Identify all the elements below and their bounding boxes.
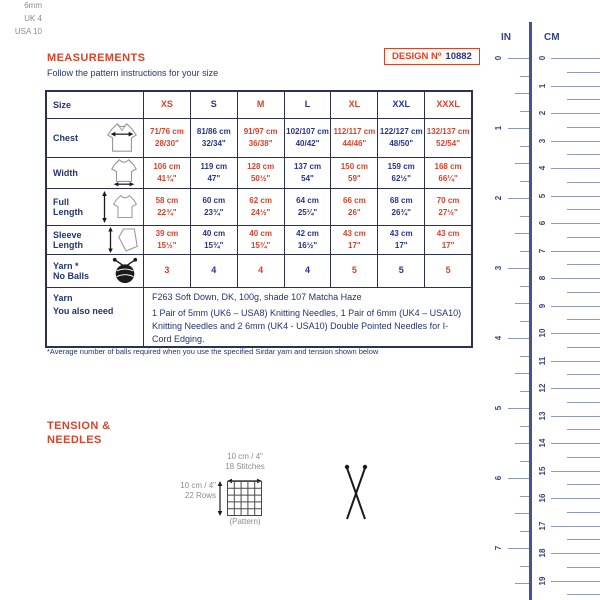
ruler-tick-quarter-inch <box>520 426 529 427</box>
full-xxl-cm: 68 cm <box>389 196 413 206</box>
ruler-tick-half-cm <box>567 594 600 595</box>
ruler-number: 4 <box>538 165 547 171</box>
ruler-number: 19 <box>538 576 547 585</box>
ruler-tick-quarter-inch <box>520 286 529 287</box>
balls-xl: 5 <box>351 265 357 276</box>
ruler-number: 18 <box>538 548 547 558</box>
ruler-tick-quarter-inch <box>520 111 529 112</box>
ruler-tick-cm <box>551 141 600 142</box>
yarn-label-1: Yarn * <box>53 261 79 271</box>
tension-left-label-2: 22 Rows <box>184 491 216 501</box>
table-row-yarn-balls <box>47 254 471 287</box>
width-label: Width <box>53 168 78 178</box>
yarn-info-text: F263 Soft Down, DK, 100g, shade 107 Matcha Haze <box>152 292 362 302</box>
ruler-number: 1 <box>538 83 547 88</box>
ruler-number: 13 <box>538 411 547 420</box>
tension-heading-line1: TENSION & <box>47 420 111 432</box>
ruler-tick-half-cm <box>567 429 600 430</box>
width-xl-cm: 150 cm <box>340 162 368 172</box>
width-xxl-in: 62½" <box>391 174 411 183</box>
ruler-number: 5 <box>494 405 503 411</box>
ruler-tick-half-cm <box>567 182 600 183</box>
ruler-tick-inch <box>508 58 529 59</box>
table-row-full-length <box>47 188 471 225</box>
width-xxxl-cm: 168 cm <box>434 162 462 172</box>
chest-xl-cm: 112/117 cm <box>333 127 376 137</box>
tension-heading <box>47 420 111 448</box>
ruler-inches-header: IN <box>501 32 511 43</box>
tension-top-label <box>204 452 286 473</box>
ruler-number: 15 <box>538 466 547 475</box>
ruler-tick-quarter-inch <box>520 356 529 357</box>
full-s-in: 23¾" <box>204 208 224 217</box>
ruler-tick-half-inch <box>515 163 529 164</box>
also-need-label: You also need <box>53 306 114 316</box>
ruler-tick-half-cm <box>567 99 600 100</box>
full-m-cm: 62 cm <box>249 196 272 206</box>
ruler-tick-cm <box>551 113 600 114</box>
ruler-tick-half-cm <box>567 319 600 320</box>
ruler-tick-quarter-inch <box>520 391 529 392</box>
chest-xs-cm: 71/76 cm <box>150 127 184 137</box>
ruler-tick-quarter-inch <box>520 251 529 252</box>
ruler-tick-half-inch <box>515 93 529 94</box>
chest-xxl-in: 48/50" <box>389 139 414 148</box>
ruler-tick-half-inch <box>515 583 529 584</box>
ruler-tick-quarter-inch <box>520 181 529 182</box>
ruler-divider <box>529 22 532 600</box>
full-xxxl-in: 27½" <box>438 208 458 217</box>
size-xxl: XXL <box>378 92 425 118</box>
ruler-tick-inch <box>508 198 529 199</box>
ruler-number: 3 <box>538 138 547 143</box>
ruler-number: 11 <box>538 356 547 365</box>
ruler-tick-half-cm <box>567 457 600 458</box>
ruler-tick-quarter-inch <box>520 461 529 462</box>
ruler-cm-header: CM <box>544 32 560 43</box>
size-s: S <box>191 92 238 118</box>
sleeve-l-in: 16½" <box>297 241 318 250</box>
ruler-tick-quarter-inch <box>520 496 529 497</box>
ruler-tick-inch <box>508 548 529 549</box>
ruler-tick-inch <box>508 268 529 269</box>
chest-xs-in: 28/30" <box>155 139 179 148</box>
sleeve-m-cm: 40 cm <box>249 229 272 239</box>
ruler-tick-inch <box>508 408 529 409</box>
vertical-arrow-icon <box>216 481 224 521</box>
chest-xxl-cm: 122/127 cm <box>379 127 423 137</box>
tension-left-label-1: 10 cm / 4" <box>180 481 216 490</box>
size-xl: XL <box>331 92 378 118</box>
ruler-tick-half-cm <box>567 292 600 293</box>
tension-top-label-1: 10 cm / 4" <box>227 452 263 461</box>
full-xl-cm: 66 cm <box>343 196 366 206</box>
ruler-tick-cm <box>551 196 600 197</box>
ruler-number: 2 <box>538 110 547 116</box>
full-xl-in: 26" <box>348 208 361 217</box>
full-length-icon <box>100 191 139 223</box>
ruler-tick-cm <box>551 333 600 334</box>
measurements-table <box>45 90 473 348</box>
ruler-number: 3 <box>494 265 503 271</box>
needle-size-mm: 6mm <box>24 1 42 10</box>
tension-pattern-label: (Pattern) <box>229 517 261 526</box>
table-row-yarn-info <box>47 287 471 346</box>
balls-xxl: 5 <box>398 265 404 276</box>
table-row-width <box>47 157 471 188</box>
sleeve-xs-in: 15½" <box>157 241 177 250</box>
chest-s-in: 32/34" <box>201 139 226 148</box>
ruler-tick-inch <box>508 128 529 129</box>
chest-m-in: 36/38" <box>248 139 273 148</box>
full-l-cm: 64 cm <box>296 196 319 206</box>
ruler-tick-half-cm <box>567 567 600 568</box>
width-m-cm: 128 cm <box>247 162 275 172</box>
tension-left-label <box>158 481 216 502</box>
chest-label: Chest <box>53 133 79 143</box>
full-length-label-2: Length <box>53 207 83 217</box>
page-title: MEASUREMENTS <box>47 52 146 64</box>
width-l-cm: 137 cm <box>293 162 322 172</box>
ruler-tick-half-inch <box>515 443 529 444</box>
yarn-ball-icon <box>111 256 139 286</box>
ruler-tick-half-inch <box>515 233 529 234</box>
ruler-tick-half-cm <box>567 127 600 128</box>
ruler-number: 4 <box>494 335 503 341</box>
ruler-number: 16 <box>538 493 547 503</box>
sleeve-xxxl-cm: 43 cm <box>436 229 460 239</box>
needle-size-labels <box>0 0 42 38</box>
ruler-tick-cm <box>551 278 600 279</box>
chest-xxxl-in: 52/54" <box>436 139 460 148</box>
ruler-tick-cm <box>551 388 600 389</box>
ruler-tick-cm <box>551 306 600 307</box>
width-xs-cm: 106 cm <box>153 162 181 172</box>
ruler-tick-cm <box>551 86 600 87</box>
ruler-tick-cm <box>551 416 600 417</box>
ruler-tick-quarter-inch <box>520 216 529 217</box>
width-s-in: 47" <box>207 174 221 183</box>
footnote: *Average number of balls required when you use the specified Sirdar yarn and tension shown below <box>47 347 379 356</box>
width-xxl-cm: 159 cm <box>387 162 415 172</box>
chest-icon <box>105 120 139 156</box>
width-m-in: 50½" <box>250 174 271 183</box>
ruler-tick-cm <box>551 168 600 169</box>
yarn-info-label: Yarn <box>53 293 73 303</box>
ruler-tick-cm <box>551 58 600 59</box>
sleeve-xxxl-in: 17" <box>441 241 455 250</box>
size-xs: XS <box>144 92 191 118</box>
ruler-tick-half-cm <box>567 209 600 210</box>
ruler-tick-cm <box>551 251 600 252</box>
width-xxxl-in: 66¼" <box>438 174 458 183</box>
full-xxxl-cm: 70 cm <box>436 196 460 206</box>
ruler-tick-cm <box>551 581 600 582</box>
ruler-number: 12 <box>538 383 547 393</box>
sleeve-xl-in: 17" <box>348 241 361 250</box>
sleeve-xs-cm: 39 cm <box>155 229 179 239</box>
crossed-needles-icon <box>343 461 369 528</box>
sleeve-length-icon <box>106 227 139 253</box>
table-row-size <box>47 92 471 118</box>
also-need-text: 1 Pair of 5mm (UK6 – USA8) Knitting Needles, 1 Pair of 6mm (UK4 – USA10) Knitting Needles and 2 6mm (UK4 - USA10) Double Pointed Needles for I-Cord Edging. <box>152 308 462 345</box>
balls-xxxl: 5 <box>445 265 451 276</box>
full-s-cm: 60 cm <box>202 196 226 206</box>
ruler-tick-cm <box>551 223 600 224</box>
ruler-tick-half-cm <box>567 72 600 73</box>
size-header-cell: Size <box>47 92 144 118</box>
full-xs-in: 22¾" <box>157 208 177 217</box>
ruler-tick-cm <box>551 526 600 527</box>
table-row-sleeve-length <box>47 225 471 254</box>
size-m: M <box>238 92 285 118</box>
balls-m: 4 <box>258 265 264 276</box>
chest-l-cm: 102/107 cm <box>286 127 329 137</box>
width-xs-in: 41¾" <box>157 174 177 183</box>
ruler-tick-cm <box>551 471 600 472</box>
design-number: 10882 <box>445 51 472 62</box>
width-l-in: 54" <box>301 174 314 183</box>
chest-xl-in: 44/46" <box>342 139 367 148</box>
sleeve-m-in: 15¾" <box>250 241 271 250</box>
ruler-tick-half-cm <box>567 237 600 238</box>
ruler-tick-half-cm <box>567 374 600 375</box>
sleeve-xl-cm: 43 cm <box>343 229 366 239</box>
full-l-in: 25¼" <box>297 208 318 217</box>
design-number-box <box>384 48 480 65</box>
needle-size-usa: USA 10 <box>14 26 42 36</box>
ruler-number: 8 <box>538 275 547 281</box>
ruler-number: 0 <box>538 55 547 61</box>
ruler-tick-inch <box>508 338 529 339</box>
ruler-tick-cm <box>551 498 600 499</box>
ruler-tick-half-inch <box>515 373 529 374</box>
ruler-tick-cm <box>551 361 600 362</box>
ruler-tick-half-cm <box>567 539 600 540</box>
ruler-tick-half-cm <box>567 154 600 155</box>
chest-s-cm: 81/86 cm <box>196 127 231 137</box>
width-s-cm: 119 cm <box>200 162 228 172</box>
ruler-tick-cm <box>551 553 600 554</box>
ruler-number: 9 <box>538 303 547 308</box>
ruler-number: 10 <box>538 328 547 338</box>
ruler-tick-cm <box>551 443 600 444</box>
sleeve-s-in: 15¾" <box>204 241 224 250</box>
ruler-number: 6 <box>538 220 547 226</box>
chest-xxxl-cm: 132/137 cm <box>426 127 470 137</box>
width-icon <box>109 157 139 189</box>
full-xxl-in: 26¾" <box>391 208 411 217</box>
ruler-tick-half-cm <box>567 347 600 348</box>
ruler-number: 7 <box>494 545 503 551</box>
tension-grid <box>227 481 262 521</box>
tension-heading-line2: NEEDLES <box>47 433 102 446</box>
needle-size-uk: UK 4 <box>24 13 42 23</box>
ruler-number: 1 <box>494 125 503 131</box>
ruler-tick-half-cm <box>567 264 600 265</box>
ruler-tick-quarter-inch <box>520 321 529 322</box>
full-m-in: 24½" <box>250 208 271 217</box>
sleeve-xxl-cm: 43 cm <box>389 229 413 239</box>
full-length-label-1: Full <box>53 197 69 207</box>
sleeve-s-cm: 40 cm <box>202 229 226 239</box>
ruler-number: 2 <box>494 195 503 201</box>
size-l: L <box>285 92 332 118</box>
chest-m-cm: 91/97 cm <box>243 127 278 137</box>
width-xl-in: 59" <box>348 174 361 183</box>
table-row-chest <box>47 118 471 157</box>
ruler-tick-half-cm <box>567 512 600 513</box>
ruler-tick-quarter-inch <box>520 146 529 147</box>
ruler-number: 5 <box>538 193 547 198</box>
ruler-tick-quarter-inch <box>520 76 529 77</box>
balls-l: 4 <box>305 265 311 276</box>
page-subtitle: Follow the pattern instructions for your size <box>47 68 219 78</box>
chest-l-in: 40/42" <box>295 139 320 148</box>
balls-xs: 3 <box>164 265 170 276</box>
ruler-tick-half-inch <box>515 513 529 514</box>
sleeve-l-cm: 42 cm <box>296 229 319 239</box>
ruler-tick-half-cm <box>567 484 600 485</box>
sleeve-label: Sleeve Length <box>53 230 83 250</box>
ruler-number: 17 <box>538 521 547 530</box>
design-label: DESIGN Nº <box>392 51 442 62</box>
yarn-label-2: No Balls <box>53 271 90 281</box>
ruler-tick-quarter-inch <box>520 566 529 567</box>
ruler-number: 0 <box>494 55 503 61</box>
ruler-number: 7 <box>538 248 547 253</box>
full-xs-cm: 58 cm <box>155 196 179 206</box>
ruler-tick-inch <box>508 478 529 479</box>
tension-top-label-2: 18 Stitches <box>225 462 265 472</box>
ruler-tick-half-inch <box>515 303 529 304</box>
balls-s: 4 <box>211 265 217 276</box>
ruler-tick-half-cm <box>567 402 600 403</box>
ruler-number: 14 <box>538 438 547 448</box>
size-xxxl: XXXL <box>436 99 460 110</box>
ruler-number: 6 <box>494 475 503 481</box>
ruler-tick-quarter-inch <box>520 531 529 532</box>
sleeve-xxl-in: 17" <box>394 241 408 250</box>
